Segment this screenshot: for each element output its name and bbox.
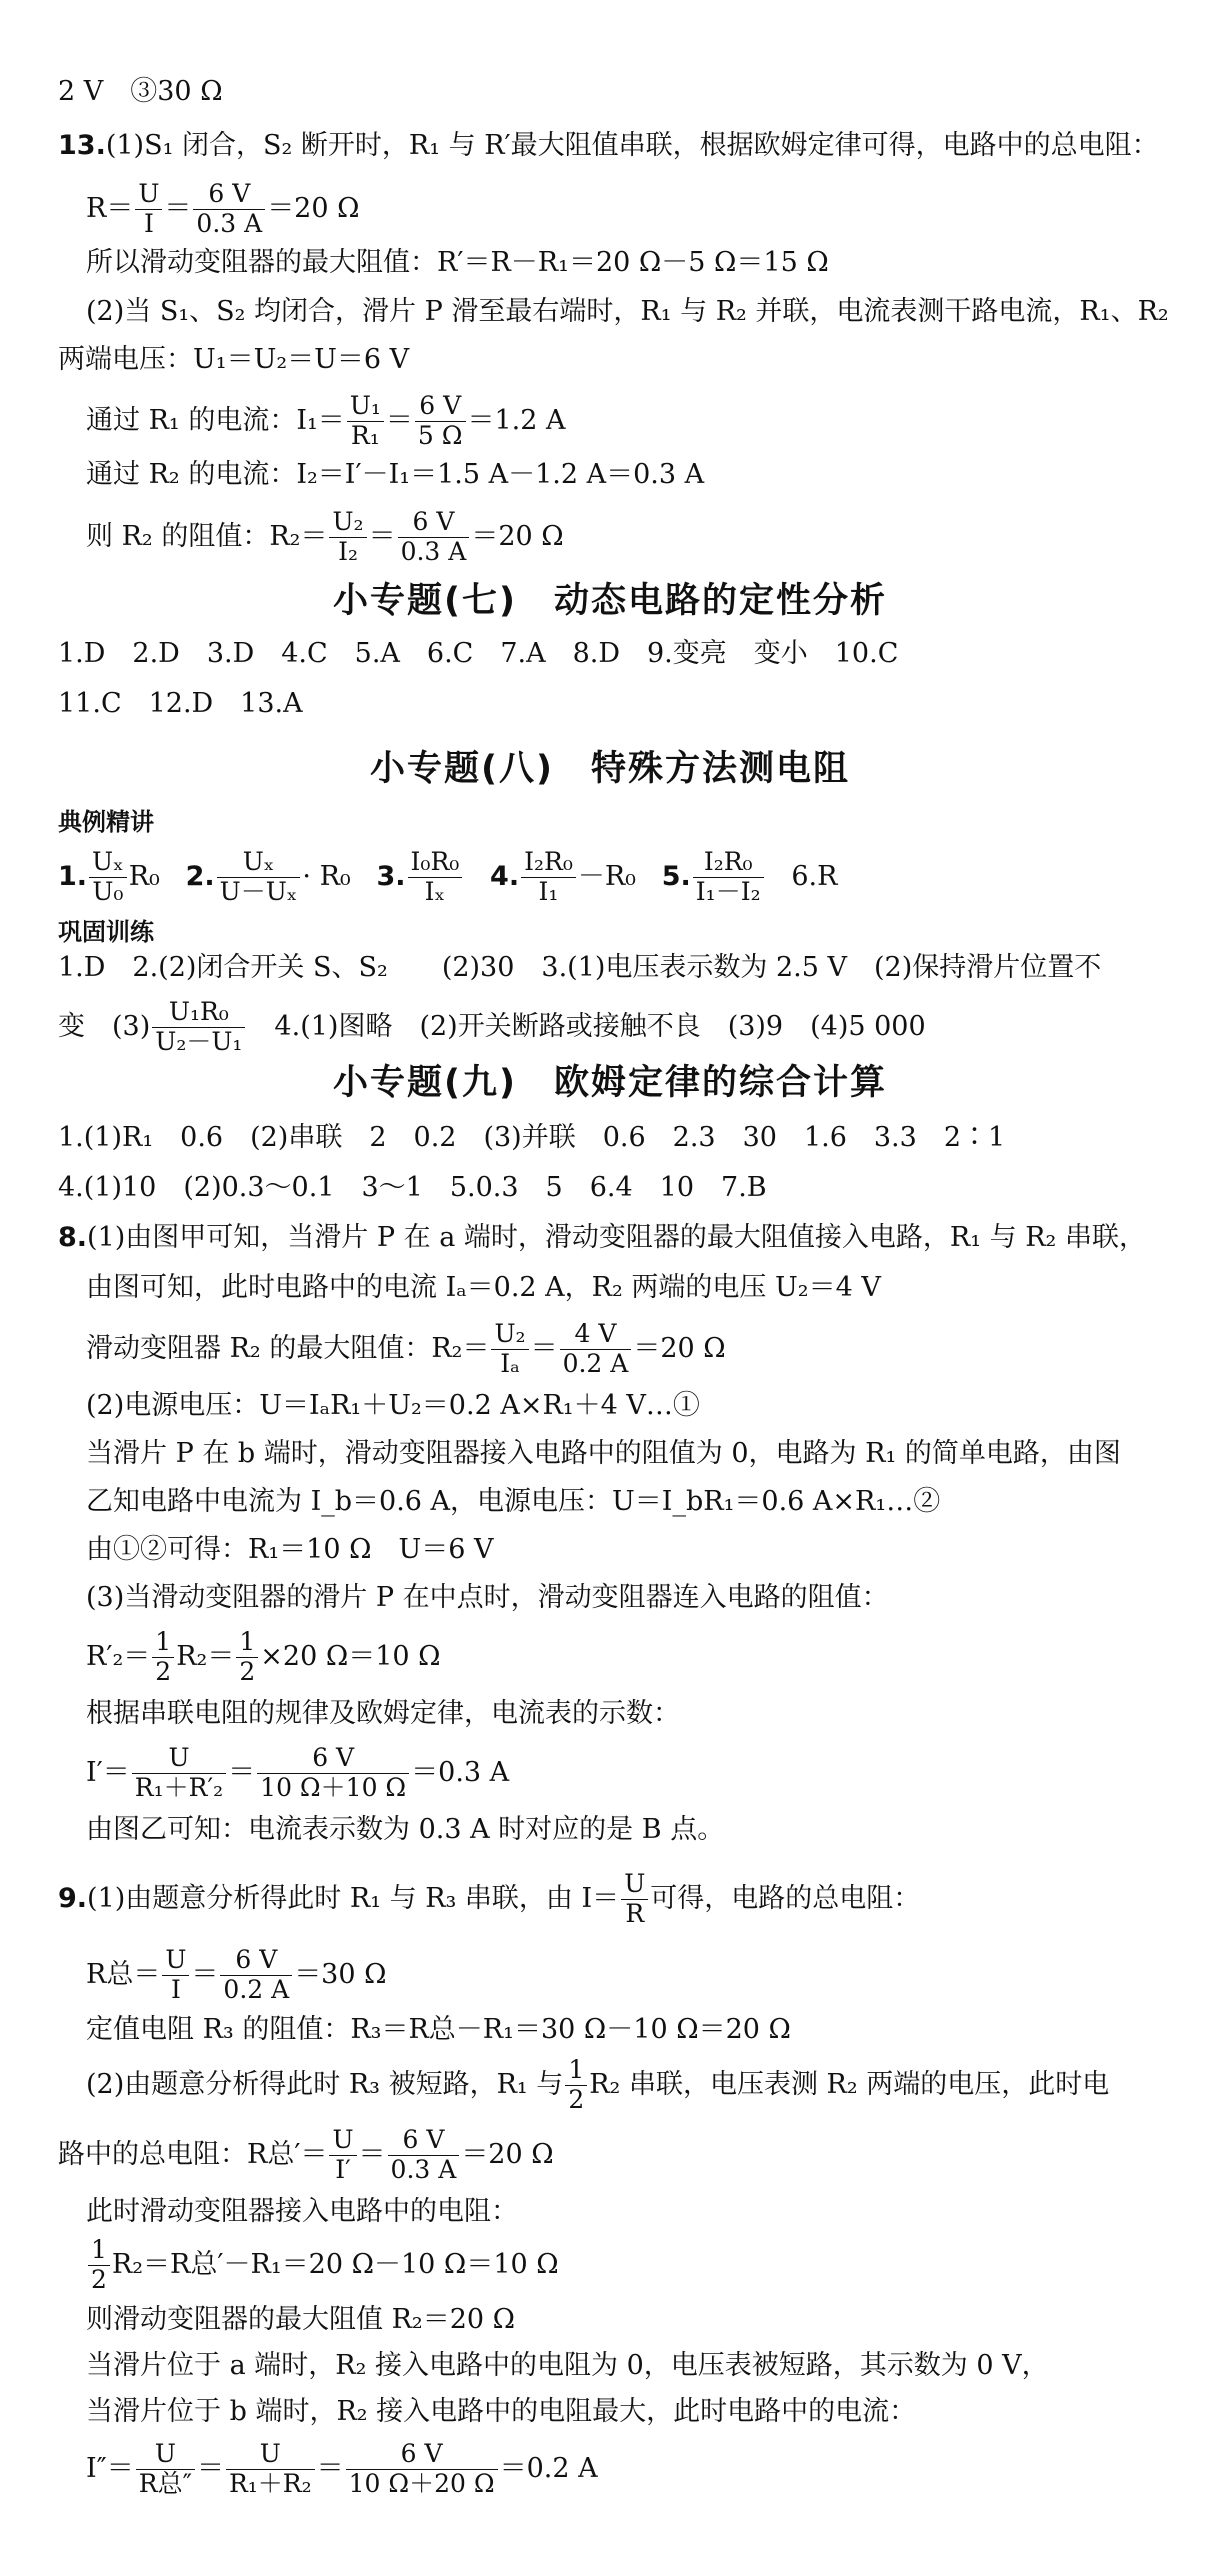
numerator: 1 [152, 1628, 174, 1658]
eq-suffix: －R₀ [577, 860, 636, 892]
eq-mid: ＝ [228, 1756, 256, 1788]
denominator: 10 Ω＋20 Ω [348, 2468, 495, 2498]
numerator: Uₓ [89, 848, 127, 878]
fraction [135, 180, 162, 239]
q8-text: (1)由图甲可知，当滑片 P 在 a 端时，滑动变阻器的最大阻值接入电路，R₁ 与 R₂ 串联， [87, 1222, 1146, 1253]
eq-prefix: 滑动变阻器 R₂ 的最大阻值：R₂＝ [86, 1332, 490, 1364]
denominator: R总″ [138, 2468, 192, 2498]
q13-text: (1)S₁ 闭合，S₂ 断开时，R₁ 与 R′最大阻值串联，根据欧姆定律可得，电路中的总电阻： [105, 130, 1159, 161]
denominator: 2 [568, 2084, 585, 2114]
numerator: 1 [88, 2236, 110, 2266]
section9-answers-2: 4.(1)10 (2)0.3～0.1 3～1 5.0.3 5 6.4 10 7.B [58, 1172, 767, 1203]
fraction [236, 1628, 258, 1687]
denominator: Iₓ [424, 876, 446, 906]
numerator: U [329, 2126, 356, 2156]
eq-prefix: (2)由题意分析得此时 R₃ 被短路，R₁ 与 [86, 2068, 564, 2100]
section8-example-answers [58, 848, 837, 907]
q9-half-r2 [86, 2236, 559, 2295]
fraction [152, 1628, 174, 1687]
denominator: I [143, 208, 154, 238]
denominator: I [170, 1974, 181, 2004]
denominator: 0.2 A [562, 1348, 629, 1378]
line-31: 定值电阻 R₃ 的阻值：R₃＝R总－R₁＝30 Ω－10 Ω＝20 Ω [86, 2014, 791, 2045]
line-37: 当滑片位于 a 端时，R₂ 接入电路中的电阻为 0，电压表被短路，其示数为 0 V， [86, 2350, 1049, 2381]
numerator: U [162, 1946, 189, 1976]
fraction [132, 1744, 226, 1803]
section9-answers-1: 1.(1)R₁ 0.6 (2)串联 2 0.2 (3)并联 0.6 2.3 30 1.6 3.3 2∶1 [58, 1122, 1006, 1153]
numerator: 1 [565, 2056, 587, 2086]
denominator: I′ [335, 2154, 351, 2184]
fraction [217, 848, 301, 907]
line-22: 乙知电路中电流为 I_b＝0.6 A，电源电压：U＝I_bR₁＝0.6 A×R₁…② [86, 1486, 941, 1517]
numerator: U [136, 2440, 195, 2470]
line-26: 根据串联电阻的规律及欧姆定律，电流表的示数： [86, 1698, 680, 1729]
eq-suffix: ×20 Ω＝10 Ω [260, 1640, 441, 1672]
numerator: U₁R₀ [152, 998, 245, 1028]
section-title-8: 小专题(八) 特殊方法测电阻 [370, 749, 850, 789]
q9-number: 9. [58, 1882, 88, 1914]
line-4: 所以滑动变阻器的最大阻值：R′＝R－R₁＝20 Ω－5 Ω＝15 Ω [86, 247, 829, 278]
numerator: 6 V [220, 1946, 292, 1976]
fraction [388, 2126, 460, 2185]
eq-suffix: R₂＝R总′－R₁＝20 Ω－10 Ω＝10 Ω [111, 2248, 559, 2280]
fraction [621, 1870, 648, 1929]
q8-r2-half [86, 1628, 441, 1687]
numerator: 6 V [388, 2126, 460, 2156]
denominator: 0.3 A [390, 2154, 457, 2184]
eq-prefix: R＝ [86, 192, 134, 224]
section7-answers-2: 11.C 12.D 13.A [58, 688, 303, 719]
denominator: R [625, 1898, 645, 1928]
fraction [220, 1946, 292, 2005]
line-21: 当滑片 P 在 b 端时，滑动变阻器接入电路中的阻值为 0，电路为 R₁ 的简单电路，由图 [86, 1438, 1121, 1469]
eq-mid: ＝ [385, 404, 413, 436]
fraction [408, 848, 463, 907]
eq-prefix: R′₂＝ [86, 1640, 151, 1672]
eq-prefix: I′＝ [86, 1756, 130, 1788]
q8-r2-max [86, 1320, 726, 1379]
fraction [398, 508, 470, 567]
eq-suffix: ＝20 Ω [471, 520, 564, 552]
line-24: (3)当滑动变阻器的滑片 P 在中点时，滑动变阻器连入电路的阻值： [86, 1582, 889, 1613]
fraction [257, 1744, 409, 1803]
numerator: U₂ [491, 1320, 528, 1350]
q9-current [86, 2440, 598, 2499]
denominator: R₁ [350, 420, 380, 450]
q13-r2-value [86, 508, 564, 567]
denominator: R₁＋R₂ [228, 2468, 312, 2498]
q9-total-resistance [86, 1946, 387, 2005]
numerator: U₁ [347, 392, 384, 422]
eq-suffix: ＝20 Ω [633, 1332, 726, 1364]
q9-part2 [86, 2056, 1109, 2115]
eq-suffix: R₀ [128, 860, 160, 892]
section8-practice-2 [58, 998, 926, 1057]
fraction [415, 392, 466, 451]
eq-prefix: 通过 R₁ 的电流：I₁＝ [86, 404, 345, 436]
denominator: I₁－I₂ [695, 876, 761, 906]
eq-suffix: R₂ 串联，电压表测 R₂ 两端的电压，此时电 [589, 2068, 1110, 2100]
line-20: (2)电源电压：U＝IₐR₁＋U₂＝0.2 A×R₁＋4 V…① [86, 1390, 700, 1421]
fraction [89, 848, 127, 907]
q13-intro [58, 130, 1159, 162]
eq-prefix: 路中的总电阻：R总′＝ [58, 2138, 328, 2170]
section7-answers-1: 1.D 2.D 3.D 4.C 5.A 6.C 7.A 8.D 9.变亮 变小 10.C [58, 638, 899, 669]
eq-mid: ＝ [196, 2452, 224, 2484]
q8-number: 8. [58, 1222, 88, 1253]
numerator: U [135, 180, 162, 210]
denominator: 2 [239, 1656, 256, 1686]
eq-mid: ＝ [368, 520, 396, 552]
line-1: 2 V ③30 Ω [58, 76, 223, 107]
eq-prefix: (1)由题意分析得此时 R₁ 与 R₃ 串联，由 I＝ [87, 1882, 620, 1914]
answer-number: 4. [490, 860, 520, 892]
denominator: 0.3 A [196, 208, 263, 238]
q9-total-resistance-2 [58, 2126, 554, 2185]
section-title-7: 小专题(七) 动态电路的定性分析 [333, 581, 887, 621]
fraction [329, 508, 366, 567]
eq-suffix: ＝30 Ω [294, 1958, 387, 1990]
eq-suffix: ＝0.2 A [499, 2452, 598, 2484]
line-18: 由图可知，此时电路中的电流 Iₐ＝0.2 A，R₂ 两端的电压 U₂＝4 V [86, 1272, 881, 1303]
numerator: I₂R₀ [693, 848, 764, 878]
answer-number: 2. [185, 860, 215, 892]
eq-suffix: 可得，电路的总电阻： [650, 1882, 921, 1914]
eq-prefix: I″＝ [86, 2452, 134, 2484]
numerator: 6 V [257, 1744, 409, 1774]
fraction [162, 1946, 189, 2005]
numerator: 1 [236, 1628, 258, 1658]
denominator: R₁＋R′₂ [134, 1772, 224, 1802]
denominator: Iₐ [500, 1348, 520, 1378]
denominator: 0.2 A [223, 1974, 290, 2004]
eq-suffix: ＝20 Ω [267, 192, 360, 224]
fraction [491, 1320, 528, 1379]
eq-suffix: · R₀ [302, 860, 351, 892]
denominator: 2 [91, 2264, 107, 2294]
answer-number: 3. [376, 860, 406, 892]
subheading-practice: 巩固训练 [58, 918, 154, 946]
line-6: 两端电压：U₁＝U₂＝U＝6 V [58, 344, 410, 375]
line-38: 当滑片位于 b 端时，R₂ 接入电路中的电阻最大，此时电路中的电流： [86, 2396, 917, 2427]
denominator: I₂ [338, 536, 358, 566]
denominator: 10 Ω＋10 Ω [260, 1772, 407, 1802]
eq-mid: ＝ [164, 192, 192, 224]
numerator: U [621, 1870, 648, 1900]
eq-prefix: 变 (3) [58, 1010, 151, 1042]
eq-suffix: ＝20 Ω [461, 2138, 554, 2170]
fraction [329, 2126, 356, 2185]
section8-practice-1: 1.D 2.(2)闭合开关 S、S₂ (2)30 3.(1)电压表示数为 2.5 V (2)保持滑片位置不 [58, 952, 1102, 983]
fraction [347, 392, 384, 451]
fraction [521, 848, 576, 907]
denominator: I₁ [538, 876, 559, 906]
numerator: U [132, 1744, 226, 1774]
numerator: I₀R₀ [408, 848, 463, 878]
numerator: 6 V [193, 180, 265, 210]
eq-mid: ＝ [358, 2138, 386, 2170]
denominator: U₀ [92, 876, 124, 906]
eq-prefix: R总＝ [86, 1958, 161, 1990]
eq-mid: ＝ [530, 1332, 558, 1364]
denominator: U－Uₓ [219, 876, 298, 906]
eq-mid: ＝ [316, 2452, 344, 2484]
line-28: 由图乙可知：电流表示数为 0.3 A 时对应的是 B 点。 [86, 1814, 725, 1845]
numerator: Uₓ [217, 848, 301, 878]
numerator: U [226, 2440, 315, 2470]
numerator: I₂R₀ [521, 848, 576, 878]
numerator: U₂ [329, 508, 366, 538]
eq-mid: ＝ [191, 1958, 219, 1990]
subheading-examples: 典例精讲 [58, 808, 154, 836]
numerator: 6 V [346, 2440, 498, 2470]
denominator: U₂－U₁ [155, 1026, 243, 1056]
denominator: 2 [155, 1656, 172, 1686]
denominator: 0.3 A [400, 536, 467, 566]
line-36: 则滑动变阻器的最大阻值 R₂＝20 Ω [86, 2304, 516, 2335]
eq-suffix: 4.(1)图略 (2)开关断路或接触不良 (3)9 (4)5 000 [247, 1010, 926, 1042]
numerator: 6 V [398, 508, 470, 538]
fraction [226, 2440, 315, 2499]
q9-intro [58, 1870, 920, 1929]
denominator: 5 Ω [417, 420, 463, 450]
fraction [693, 848, 764, 907]
numerator: 6 V [415, 392, 466, 422]
eq-suffix: ＝0.3 A [411, 1756, 510, 1788]
line-23: 由①②可得：R₁＝10 Ω U＝6 V [86, 1534, 494, 1565]
answer-6: 6.R [791, 860, 838, 892]
fraction [152, 998, 245, 1057]
line-8: 通过 R₂ 的电流：I₂＝I′－I₁＝1.5 A－1.2 A＝0.3 A [86, 459, 705, 490]
fraction [565, 2056, 587, 2115]
q8-current [86, 1744, 509, 1803]
answer-number: 1. [58, 860, 88, 892]
q13-current-r1 [86, 392, 566, 451]
eq-prefix: 则 R₂ 的阻值：R₂＝ [86, 520, 328, 552]
fraction [193, 180, 265, 239]
fraction [136, 2440, 195, 2499]
line-5: (2)当 S₁、S₂ 均闭合，滑片 P 滑至最右端时，R₁ 与 R₂ 并联，电流表测干路电流，R₁、R₂ [86, 296, 1169, 327]
eq-suffix: ＝1.2 A [467, 404, 566, 436]
eq-mid: R₂＝ [176, 1640, 235, 1672]
section-title-9: 小专题(九) 欧姆定律的综合计算 [333, 1063, 887, 1103]
q8-intro [58, 1222, 1146, 1254]
line-34: 此时滑动变阻器接入电路中的电阻： [86, 2196, 518, 2227]
q13-number: 13. [58, 130, 106, 161]
q13-total-resistance [86, 180, 360, 239]
fraction [346, 2440, 498, 2499]
fraction [560, 1320, 632, 1379]
answer-number: 5. [661, 860, 691, 892]
numerator: 4 V [560, 1320, 632, 1350]
fraction [88, 2236, 110, 2295]
